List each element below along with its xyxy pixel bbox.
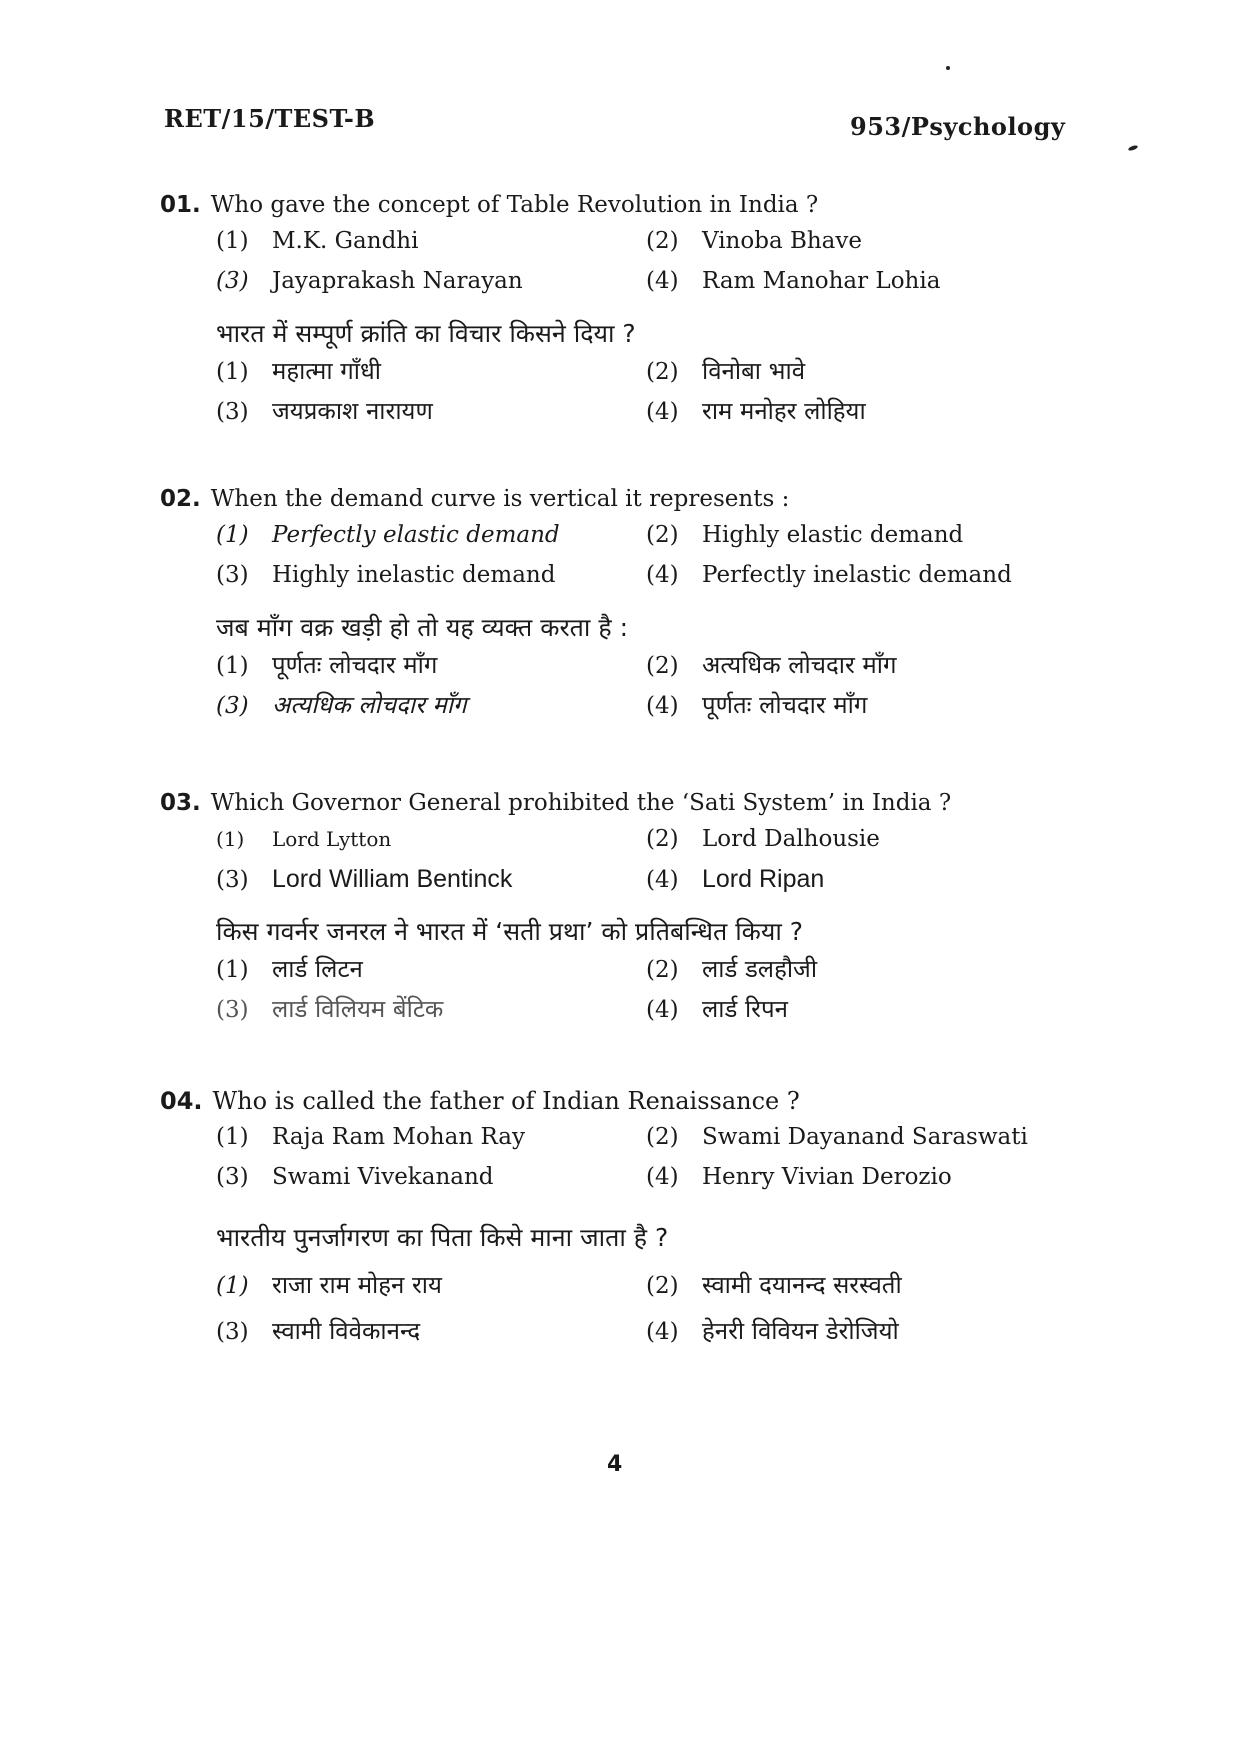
option-1: (1) M.K. Gandhi	[216, 228, 419, 254]
question-1	[160, 188, 1080, 432]
option-3-hi: (3) जयप्रकाश नारायण	[216, 397, 433, 425]
option-4: (4) Ram Manohar Lohia	[646, 268, 941, 294]
question-number: 04.	[160, 1087, 203, 1115]
question-text-en: 04. Who is called the father of Indian Renaissance ?	[160, 1087, 800, 1115]
option-2-hi: (2) विनोबा भावे	[646, 357, 806, 385]
question-text-hi: भारत में सम्पूर्ण क्रांति का विचार किसने दिया ?	[216, 319, 636, 348]
question-number: 02.	[160, 486, 201, 512]
option-1: (1) Lord Lytton	[216, 827, 392, 851]
options-hi	[216, 1266, 1080, 1356]
option-4-hi: (4) लार्ड रिपन	[646, 995, 788, 1023]
option-3-hi: (3) स्वामी विवेकानन्द	[216, 1317, 421, 1345]
option-4: (4) Lord Ripan	[646, 865, 825, 893]
question-3	[160, 786, 1080, 1030]
option-4-hi: (4) पूर्णतः लोचदार माँग	[646, 691, 868, 719]
option-3: (3) Swami Vivekanand	[216, 1164, 494, 1190]
option-1: (1) Perfectly elastic demand	[216, 522, 560, 548]
question-2	[160, 482, 1080, 726]
options-en	[216, 222, 1080, 302]
subject-code: 953/Psychology	[850, 112, 1066, 141]
question-text-hi: भारतीय पुनर्जागरण का पिता किसे माना जाता है ?	[216, 1223, 669, 1252]
option-4-hi: (4) राम मनोहर लोहिया	[646, 397, 866, 425]
option-4-hi: (4) हेनरी विवियन डेरोजियो	[646, 1317, 899, 1345]
option-2: (2) Swami Dayanand Saraswati	[646, 1124, 1028, 1150]
option-2: (2) Vinoba Bhave	[646, 228, 863, 254]
scan-speck	[946, 66, 950, 70]
options-hi	[216, 352, 1080, 432]
question-text-hi: जब माँग वक्र खड़ी हो तो यह व्यक्त करता है :	[216, 613, 628, 642]
option-3: (3) Jayaprakash Narayan	[216, 268, 523, 294]
option-2: (2) Highly elastic demand	[646, 522, 964, 548]
options-hi	[216, 950, 1080, 1030]
option-3: (3) Lord William Bentinck	[216, 865, 513, 893]
option-3-hi: (3) लार्ड विलियम बेंटिक	[216, 995, 444, 1023]
question-text-hi: किस गवर्नर जनरल ने भारत में ‘सती प्रथा’ को प्रतिबन्धित किया ?	[216, 917, 804, 946]
page-number: 4	[607, 1452, 623, 1477]
question-text-en: 01. Who gave the concept of Table Revolution in India ?	[160, 192, 819, 218]
scan-mark	[1128, 144, 1139, 151]
options-en	[216, 516, 1080, 596]
options-en	[216, 820, 1080, 900]
option-1-hi: (1) पूर्णतः लोचदार माँग	[216, 651, 438, 679]
option-3: (3) Highly inelastic demand	[216, 562, 556, 588]
option-1: (1) Raja Ram Mohan Ray	[216, 1124, 525, 1150]
option-2: (2) Lord Dalhousie	[646, 826, 880, 852]
options-hi	[216, 646, 1080, 726]
question-text-en: 02. When the demand curve is vertical it represents :	[160, 486, 790, 512]
question-number: 01.	[160, 192, 201, 218]
question-text-en: 03. Which Governor General prohibited the ‘Sati System’ in India ?	[160, 790, 952, 816]
option-2-hi: (2) स्वामी दयानन्द सरस्वती	[646, 1271, 902, 1299]
options-en	[216, 1118, 1080, 1198]
option-4: (4) Henry Vivian Derozio	[646, 1164, 952, 1190]
option-3-hi: (3) अत्यधिक लोचदार माँग	[216, 691, 467, 719]
exam-code: RET/15/TEST-B	[164, 104, 376, 133]
option-1-hi: (1) लार्ड लिटन	[216, 955, 363, 983]
option-1-hi: (1) महात्मा गाँधी	[216, 357, 381, 385]
option-4: (4) Perfectly inelastic demand	[646, 562, 1012, 588]
option-2-hi: (2) अत्यधिक लोचदार माँग	[646, 651, 897, 679]
question-4	[160, 1084, 1080, 1356]
question-number: 03.	[160, 790, 201, 816]
option-1-hi: (1) राजा राम मोहन राय	[216, 1271, 442, 1299]
option-2-hi: (2) लार्ड डलहौजी	[646, 955, 818, 983]
